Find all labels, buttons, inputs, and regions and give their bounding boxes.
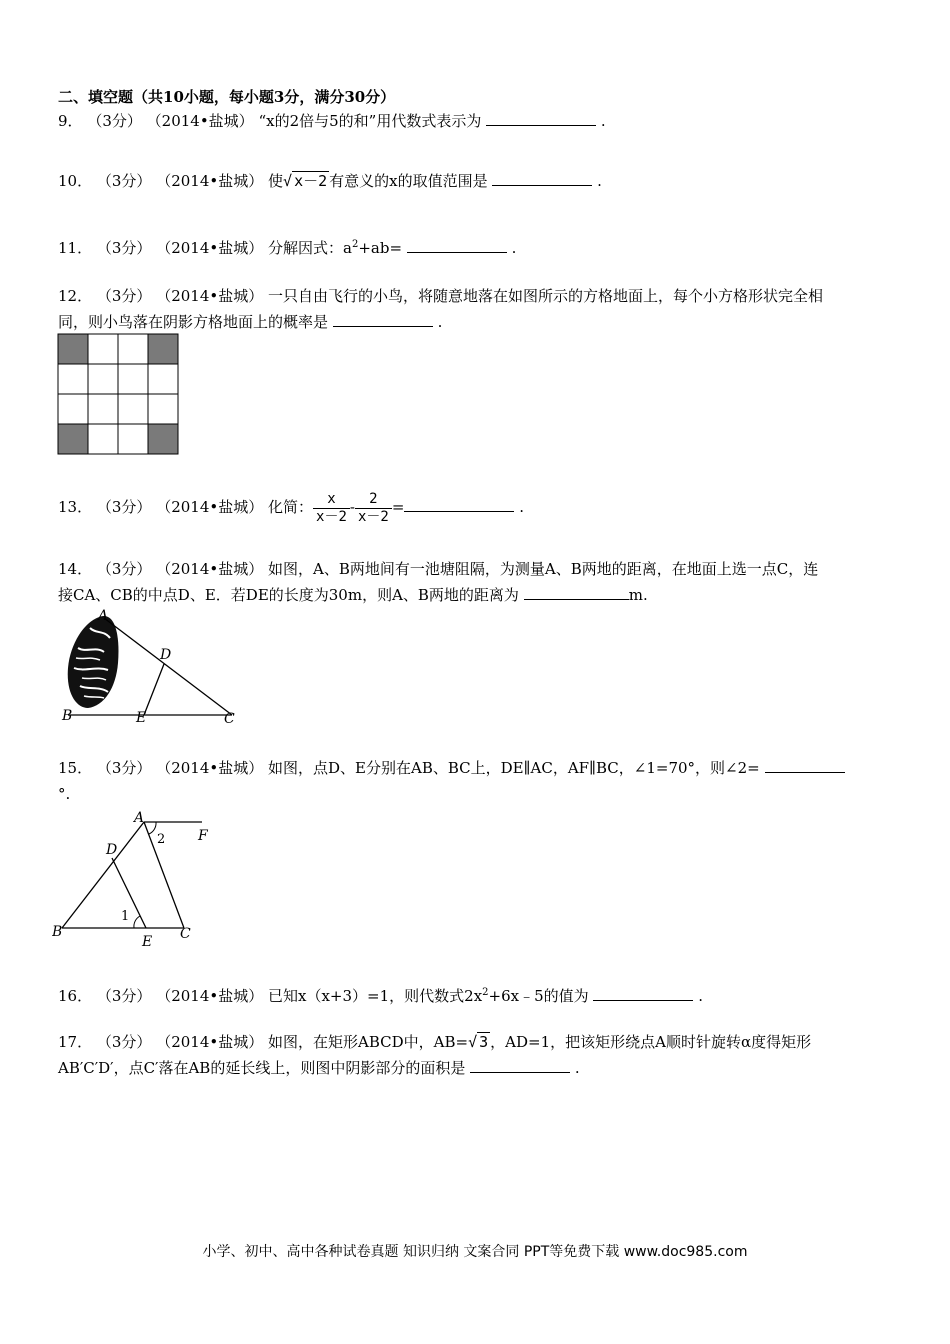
q10-pre: 使 — [268, 172, 284, 190]
label-angle-1: 1 — [121, 909, 130, 924]
q16-source: （2014•盐城） — [156, 987, 264, 1005]
q14-score: （3分） — [96, 560, 152, 578]
grid-cell — [118, 334, 148, 364]
q13-end: . — [519, 498, 524, 516]
label-C: C — [180, 926, 191, 942]
q10-number: 10． — [58, 172, 93, 190]
q15-triangle-figure — [52, 808, 227, 950]
q14-unit: m. — [628, 586, 648, 604]
grid-cell — [118, 424, 148, 454]
label-angle-2: 2 — [157, 832, 166, 847]
section-title: 二、填空题（共10小题，每小题3分，满分30分） — [58, 88, 396, 106]
grid-cell — [148, 364, 178, 394]
q12-grid-figure — [57, 333, 179, 455]
q13-answer-blank[interactable] — [404, 497, 514, 512]
segment-BA — [62, 822, 144, 928]
q13-source: （2014•盐城） — [156, 498, 264, 516]
q13-number: 13． — [58, 498, 93, 516]
q12-number: 12． — [58, 287, 93, 305]
q17-post: ，AD=1，把该矩形绕点A顺时针旋转α度得矩形 — [490, 1033, 812, 1051]
q10-score: （3分） — [96, 172, 152, 190]
label-D: D — [160, 647, 172, 663]
q11-post: +ab= — [358, 239, 403, 257]
q14-pond-figure — [56, 608, 246, 728]
q11-number: 11． — [58, 239, 93, 257]
question-11 — [58, 232, 890, 261]
question-17 — [58, 1029, 890, 1081]
pond-shape — [68, 616, 119, 708]
q10-source: （2014•盐城） — [156, 172, 264, 190]
q11-source: （2014•盐城） — [156, 239, 264, 257]
q17-sqrt: √ 3 — [468, 1033, 489, 1051]
q17-answer-blank[interactable] — [470, 1058, 570, 1073]
q15-score: （3分） — [96, 759, 152, 777]
label-A: A — [98, 608, 109, 624]
grid-cell — [88, 334, 118, 364]
q16-pre: 已知x（x+3）=1，则代数式2x — [268, 987, 483, 1005]
grid-cell — [88, 394, 118, 424]
q13-f1-denominator: x－2 — [313, 508, 350, 526]
q12-answer-blank[interactable] — [333, 312, 433, 327]
q12-line2: 同，则小鸟落在阴影方格地面上的概率是 — [58, 313, 329, 331]
label-F: F — [198, 828, 208, 844]
q11-pre: 分解因式：a — [268, 239, 352, 257]
q17-source: （2014•盐城） — [156, 1033, 264, 1051]
q12-line1: 一只自由飞行的小鸟，将随意地落在如图所示的方格地面上，每个小方格形状完全相 — [268, 287, 824, 305]
q16-answer-blank[interactable] — [593, 986, 693, 1001]
grid-cell — [148, 394, 178, 424]
q13-pre: 化简： — [268, 498, 314, 516]
q13-f2-denominator: x－2 — [355, 508, 392, 526]
q15-line1: 如图，点D、E分别在AB、BC上，DE∥AC，AF∥BC，∠1=70°，则∠2= — [268, 759, 760, 777]
q10-sqrt: √ x－2 — [283, 172, 328, 190]
grid-cell-shaded — [58, 424, 88, 454]
q16-end: . — [698, 987, 704, 1005]
q13-f2-numerator: 2 — [369, 490, 378, 507]
label-E: E — [136, 710, 147, 726]
q9-answer-blank[interactable] — [486, 111, 596, 126]
grid-cell-shaded — [148, 334, 178, 364]
question-15 — [58, 755, 890, 807]
q16-number: 16． — [58, 987, 93, 1005]
q14-number: 14． — [58, 560, 93, 578]
q13-fraction-1 — [313, 491, 350, 526]
q13-equals: = — [391, 498, 405, 516]
grid-cell-shaded — [58, 334, 88, 364]
q9-source: （2014•盐城） — [146, 112, 254, 130]
grid-cell — [88, 424, 118, 454]
q14-line1: 如图，A、B两地间有一池塘阻隔，为测量A、B两地的距离，在地面上选一点C，连 — [268, 560, 819, 578]
angle-2-arc — [149, 822, 156, 834]
angle-1-arc — [134, 916, 140, 928]
label-B: B — [62, 708, 73, 724]
grid-cell-shaded — [148, 424, 178, 454]
q11-end: . — [511, 239, 517, 257]
q13-score: （3分） — [96, 498, 152, 516]
q11-answer-blank[interactable] — [407, 238, 507, 253]
q16-post: +6x﹣5的值为 — [488, 987, 589, 1005]
q12-score: （3分） — [96, 287, 152, 305]
q17-pre: 如图，在矩形ABCD中，AB= — [268, 1033, 469, 1051]
q12-source: （2014•盐城） — [156, 287, 264, 305]
question-12 — [58, 283, 890, 335]
question-13 — [58, 490, 890, 526]
q11-exponent: 2 — [351, 239, 359, 250]
segment-AC — [104, 618, 232, 715]
label-C: C — [224, 711, 235, 727]
q17-line2: AB′C′D′，点C′落在AB的延长线上，则图中阴影部分的面积是 — [58, 1059, 466, 1077]
q10-answer-blank[interactable] — [492, 171, 592, 186]
q10-end: . — [597, 172, 602, 190]
question-9 — [58, 108, 890, 134]
label-A: A — [134, 810, 145, 826]
q17-number: 17． — [58, 1033, 93, 1051]
q14-source: （2014•盐城） — [156, 560, 264, 578]
label-D: D — [106, 842, 118, 858]
q17-end: . — [574, 1059, 580, 1077]
grid-cell — [58, 364, 88, 394]
q9-score: （3分） — [87, 112, 142, 130]
q13-f1-numerator: x — [327, 490, 336, 507]
q10-post: 有意义的x的取值范围是 — [329, 172, 488, 190]
label-B: B — [52, 924, 63, 940]
q13-fraction-2 — [355, 491, 392, 526]
q14-answer-blank[interactable] — [524, 585, 629, 600]
q16-score: （3分） — [96, 987, 152, 1005]
grid-cell — [118, 394, 148, 424]
question-10 — [58, 168, 890, 194]
grid-cell — [88, 364, 118, 394]
q16-exponent: 2 — [482, 987, 489, 998]
q10-radicand: x－2 — [294, 172, 328, 190]
q15-answer-blank[interactable] — [765, 758, 845, 773]
q15-line2: °. — [58, 785, 71, 803]
page-footer[interactable]: 小学、初中、高中各种试卷真题 知识归纳 文案合同 PPT等免费下载 www.doc985.com — [202, 1244, 748, 1260]
q15-source: （2014•盐城） — [156, 759, 264, 777]
q13-minus: - — [349, 498, 355, 516]
question-14 — [58, 556, 890, 608]
q15-number: 15． — [58, 759, 93, 777]
segment-DE — [144, 664, 164, 715]
q9-end: . — [600, 112, 606, 130]
q17-score: （3分） — [96, 1033, 152, 1051]
grid-cell — [118, 364, 148, 394]
grid-cell — [58, 394, 88, 424]
q14-line2: 接CA、CB的中点D、E．若DE的长度为30m，则A、B两地的距离为 — [58, 586, 519, 604]
q17-radicand: 3 — [479, 1033, 489, 1051]
q12-end: . — [437, 313, 443, 331]
question-16 — [58, 980, 890, 1009]
label-E: E — [142, 934, 153, 950]
q9-text: “x的2倍与5的和”用代数式表示为 — [258, 112, 482, 130]
q11-score: （3分） — [96, 239, 152, 257]
q9-number: 9． — [58, 112, 83, 130]
